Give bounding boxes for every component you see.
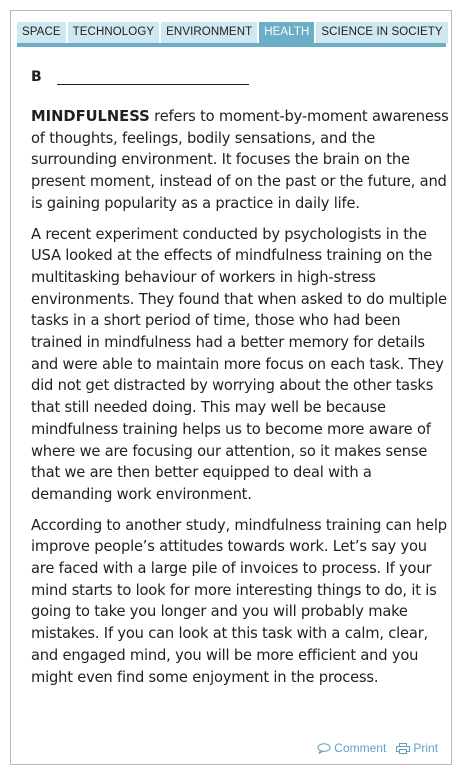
tab-environment[interactable]: ENVIRONMENT [161, 22, 259, 43]
paragraph-3: According to another study, mindfulness training can help improve people’s attitudes towards work. Let’s say you are faced with a large pile of invoices to process. If your mind starts to look for more interesting things to do, it is going to take you longer and you will probably make mistakes. If you can look at this task with a calm, clear, and engaged mind, you will be more efficient and you might even find some enjoyment in the process. [31, 516, 447, 686]
answer-input[interactable] [57, 69, 249, 85]
answer-letter: B [31, 69, 42, 85]
comment-link[interactable] [317, 741, 386, 755]
tab-health[interactable]: HEALTH [259, 22, 316, 43]
article-card [10, 10, 452, 765]
paragraph-2: A recent experiment conducted by psychologists in the USA looked at the effects of mindfulness training on the multitasking behaviour of workers in high-stress environments. They found that when asked to do multiple tasks in a short period of time, those who had been trained in mindfulness had a better memory for details and were able to maintain more focus on each task. They did not get distracted by worrying about the other tasks that still needed doing. This may well be because mindfulness training helps us to become more aware of where we are focusing our attention, so it makes sense that we are then better equipped to deal with a demanding work environment. [31, 225, 447, 503]
print-link[interactable] [396, 741, 438, 755]
paragraph-1 [31, 106, 451, 215]
article-body [31, 106, 451, 697]
paragraph-1-text: refers to moment-by-moment awareness of thoughts, feelings, bodily sensations, and the surrounding environment. It focuses the brain on the present moment, instead of on the past or the future, and is gaining popularity as a practice in daily life. [31, 108, 449, 212]
tab-science-in-society[interactable]: SCIENCE IN SOCIETY [316, 22, 447, 43]
article-footer [317, 741, 438, 755]
comment-label: Comment [334, 741, 387, 755]
category-tabs [17, 22, 446, 47]
tab-space[interactable]: SPACE [17, 22, 68, 43]
print-label: Print [413, 741, 438, 755]
printer-icon [396, 743, 410, 754]
tab-technology[interactable]: TECHNOLOGY [68, 22, 162, 43]
answer-row [31, 69, 249, 85]
speech-bubble-icon [317, 743, 331, 754]
lead-term: MINDFULNESS [31, 108, 150, 125]
